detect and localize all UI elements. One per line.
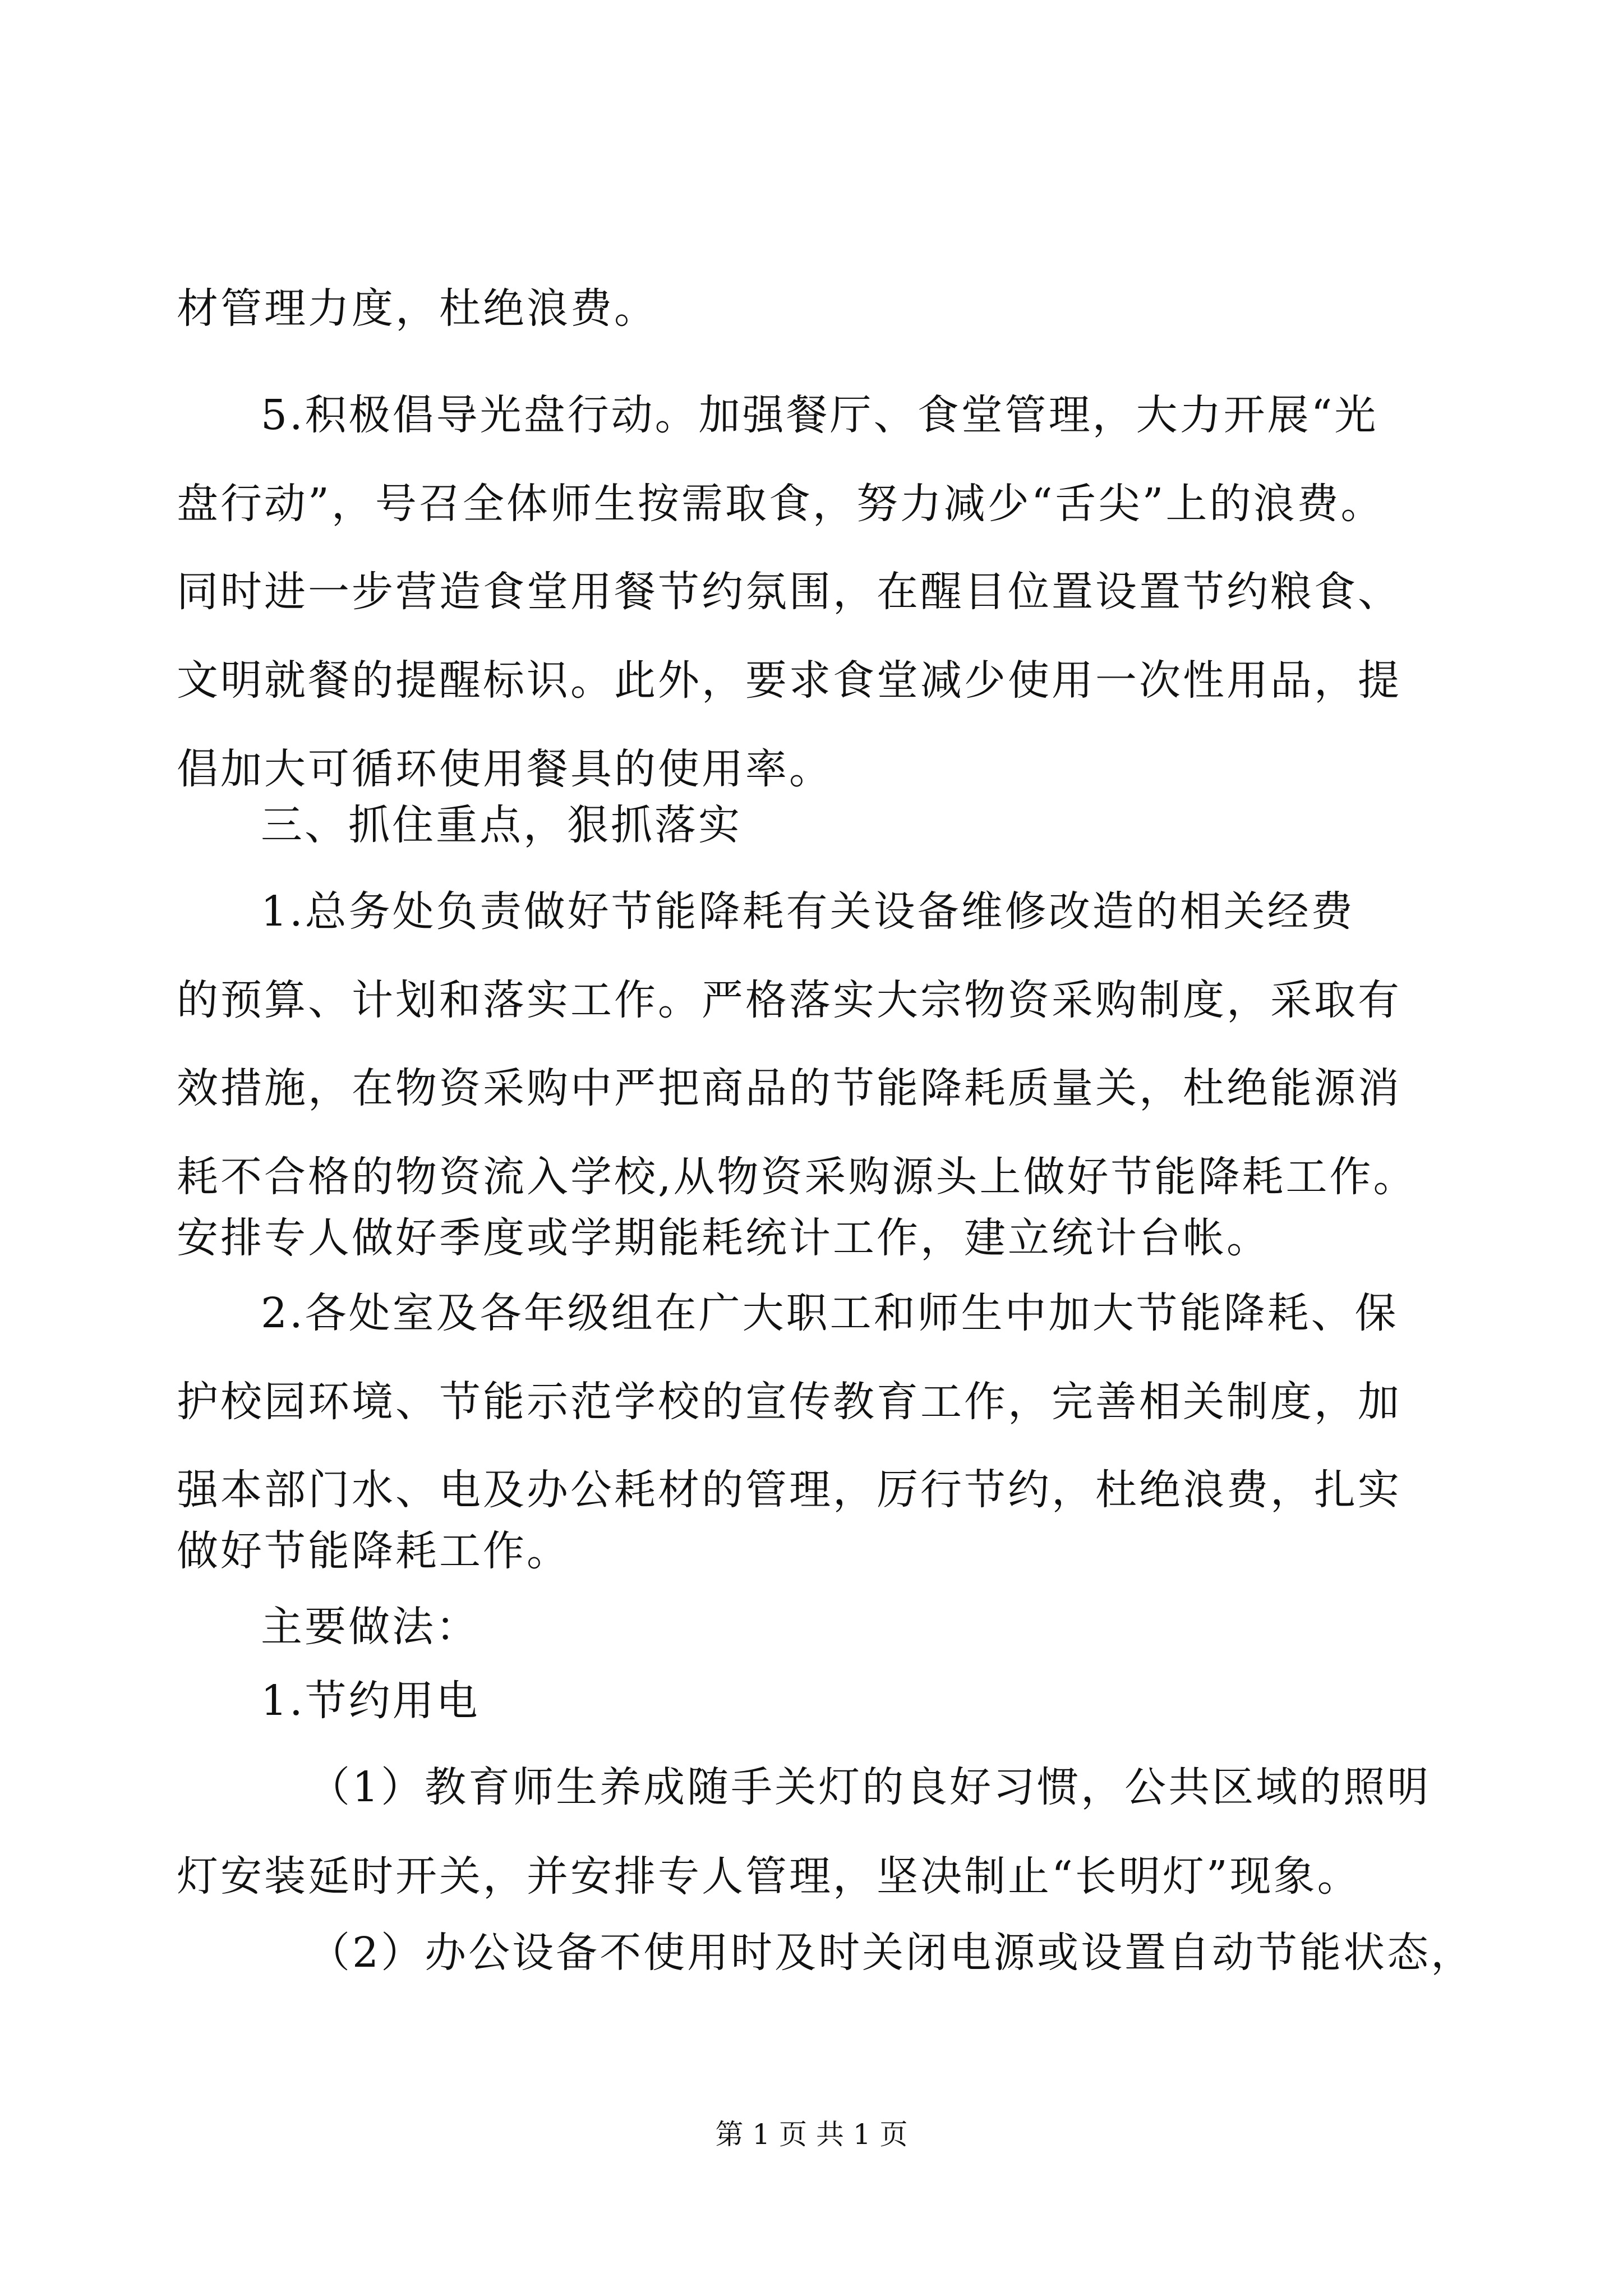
text-line: 做好节能降耗工作。 [177,1527,570,1575]
text-line: 文明就餐的提醒标识。此外，要求食堂减少使用一次性用品，提 [177,656,1401,705]
page-number-footer: 第 1 页 共 1 页 [715,2118,908,2151]
text-line: 护校园环境、节能示范学校的宣传教育工作，完善相关制度，加 [177,1378,1401,1426]
subheading: 1.节约用电 [261,1677,480,1725]
text-line: 安排专人做好季度或学期能耗统计工作，建立统计台帐。 [177,1214,1270,1262]
text-line: 2.各处室及各年级组在广大职工和师生中加大节能降耗、保 [261,1289,1399,1337]
text-line: 效措施，在物资采购中严把商品的节能降耗质量关，杜绝能源消 [177,1064,1401,1112]
text-line: （2）办公设备不使用时及时关闭电源或设置自动节能状态， [308,1929,1475,1977]
text-line: 同时进一步营造食堂用餐节约氛围，在醒目位置设置节约粮食、 [177,568,1401,616]
subheading: 主要做法： [261,1603,479,1651]
text-line: 倡加大可循环使用餐具的使用率。 [177,745,833,793]
text-line: 盘行动”，号召全体师生按需取食，努力减少“舌尖”上的浪费。 [177,480,1385,528]
text-line: （1）教育师生养成随手关灯的良好习惯，公共区域的照明 [308,1763,1431,1811]
section-heading: 三、抓住重点，狠抓落实 [261,801,742,849]
text-line: 灯安装延时开关，并安排专人管理，坚决制止“长明灯”现象。 [177,1852,1361,1901]
text-line: 的预算、计划和落实工作。严格落实大宗物资采购制度，采取有 [177,976,1401,1024]
text-line: 强本部门水、电及办公耗材的管理，厉行节约，杜绝浪费，扎实 [177,1466,1401,1514]
text-line: 5.积极倡导光盘行动。加强餐厅、食堂管理，大力开展“光 [261,391,1378,439]
text-line: 耗不合格的物资流入学校,从物资采购源头上做好节能降耗工作。 [177,1153,1417,1201]
text-line: 1.总务处负责做好节能降耗有关设备维修改造的相关经费 [261,887,1355,936]
text-line: 材管理力度，杜绝浪费。 [177,284,658,333]
